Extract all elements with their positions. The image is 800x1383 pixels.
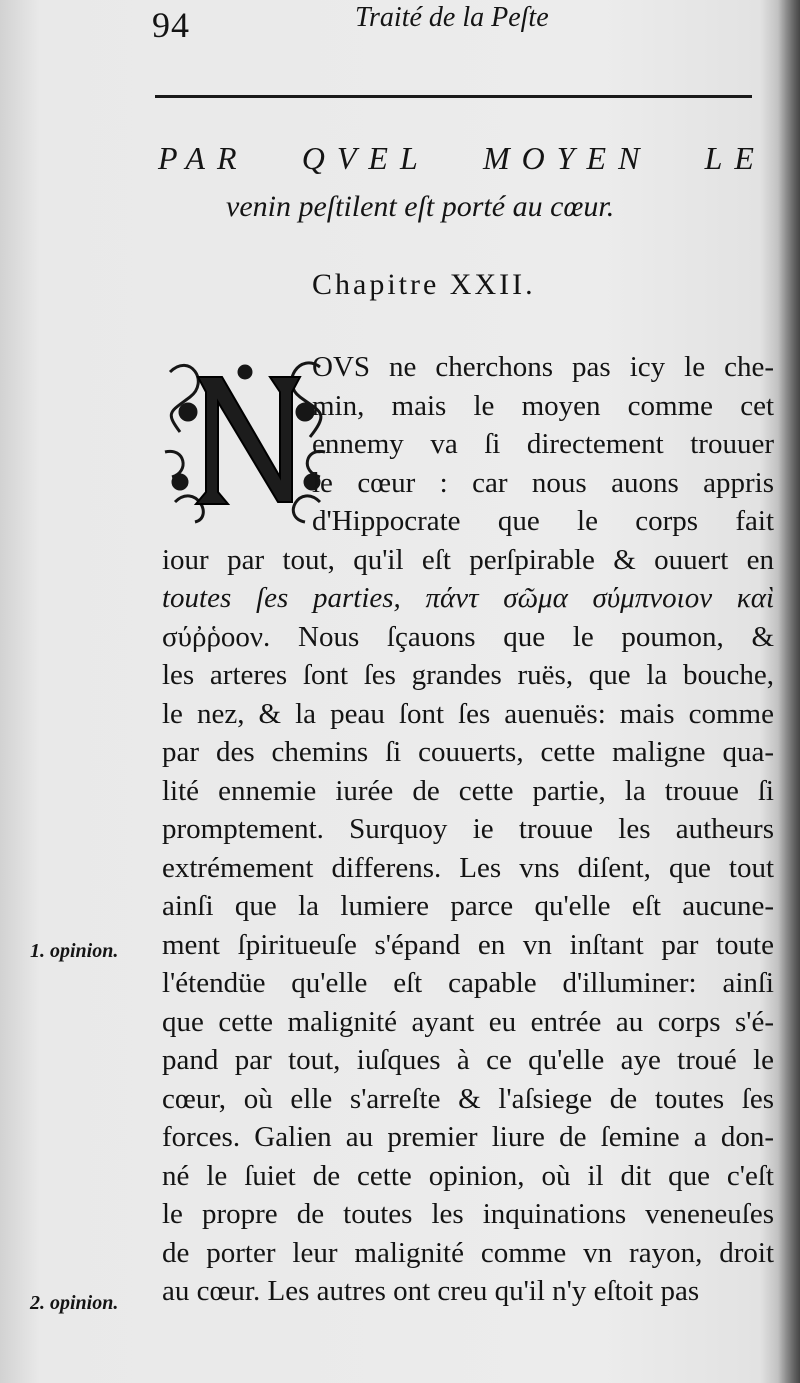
text-line: ennemy va ſi directement trouuer bbox=[312, 428, 774, 460]
text-line: né le ſuiet de cette opinion, où il dit que c'eſt bbox=[162, 1159, 774, 1192]
running-head: Traité de la Peſte bbox=[355, 2, 549, 33]
text-line: le cœur : car nous auons appris bbox=[312, 466, 774, 499]
text-line: σύῤῥοον. Nous ſçauons que le poumon, & bbox=[162, 620, 774, 653]
text-line: forces. Galien au premier liure de ſemine a don- bbox=[162, 1121, 774, 1153]
page-edge-shadow bbox=[778, 0, 800, 1383]
text-line: au cœur. Les autres ont creu qu'il n'y eſtoit pas bbox=[162, 1275, 700, 1307]
text-line: promptement. Surquoy ie trouue les autheurs bbox=[162, 813, 774, 845]
chapter-title-line-2: venin peſtilent eſt porté au cœur. bbox=[226, 190, 615, 223]
text-line: extrémement differens. Les vns diſent, que tout bbox=[162, 851, 774, 884]
title-word: MOYEN bbox=[482, 140, 652, 176]
text-line: pand par tout, iuſques à ce qu'elle aye troué le bbox=[162, 1044, 774, 1076]
text-line: ment ſpiritueuſe s'épand en vn inſtant par toute bbox=[162, 928, 774, 961]
body-text bbox=[162, 348, 774, 1311]
chapter-heading: Chapitre XXII. bbox=[312, 268, 536, 301]
text-line: le propre de toutes les inquinations veneneuſes bbox=[162, 1198, 774, 1230]
text-line: que cette malignité ayant eu entrée au corps s'é- bbox=[162, 1005, 774, 1038]
text-line: les arteres ſont ſes grandes ruës, que la bouche, bbox=[162, 659, 774, 691]
title-word: LE bbox=[704, 140, 766, 176]
text-line: OVS ne cherchons pas icy le che- bbox=[312, 351, 774, 383]
text-line: ainſi que la lumiere parce qu'elle eſt aucune- bbox=[162, 890, 774, 922]
title-word: PAR bbox=[158, 140, 249, 176]
text-line: le nez, & la peau ſont ſes auenuës: mais comme bbox=[162, 697, 774, 730]
text-line: cœur, où elle s'arreſte & l'aſsiege de toutes ſes bbox=[162, 1082, 774, 1115]
text-line: l'étendüe qu'elle eſt capable d'illuminer: ainſi bbox=[162, 967, 774, 999]
text-line: par des chemins ſi couuerts, cette maligne qua- bbox=[162, 736, 774, 768]
title-word: QVEL bbox=[301, 140, 430, 176]
text-line: iour par tout, qu'il eſt perſpirable & ouuert en bbox=[162, 543, 774, 576]
text-line: de porter leur malignité comme vn rayon, droit bbox=[162, 1236, 774, 1269]
text-line: lité ennemie iurée de cette partie, la trouue ſi bbox=[162, 774, 774, 807]
text-line: toutes ſes parties, πάντ σῶμα σύμπνοιον καὶ bbox=[162, 582, 774, 614]
page-number: 94 bbox=[152, 5, 190, 45]
margin-note-opinion-2: 2. opinion. bbox=[30, 1292, 119, 1314]
text-line: d'Hippocrate que le corps fait bbox=[312, 505, 774, 537]
text-line: min, mais le moyen comme cet bbox=[312, 389, 774, 422]
header-rule bbox=[155, 95, 752, 98]
chapter-title-line-1 bbox=[158, 140, 766, 177]
margin-note-opinion-1: 1. opinion. bbox=[30, 940, 119, 962]
